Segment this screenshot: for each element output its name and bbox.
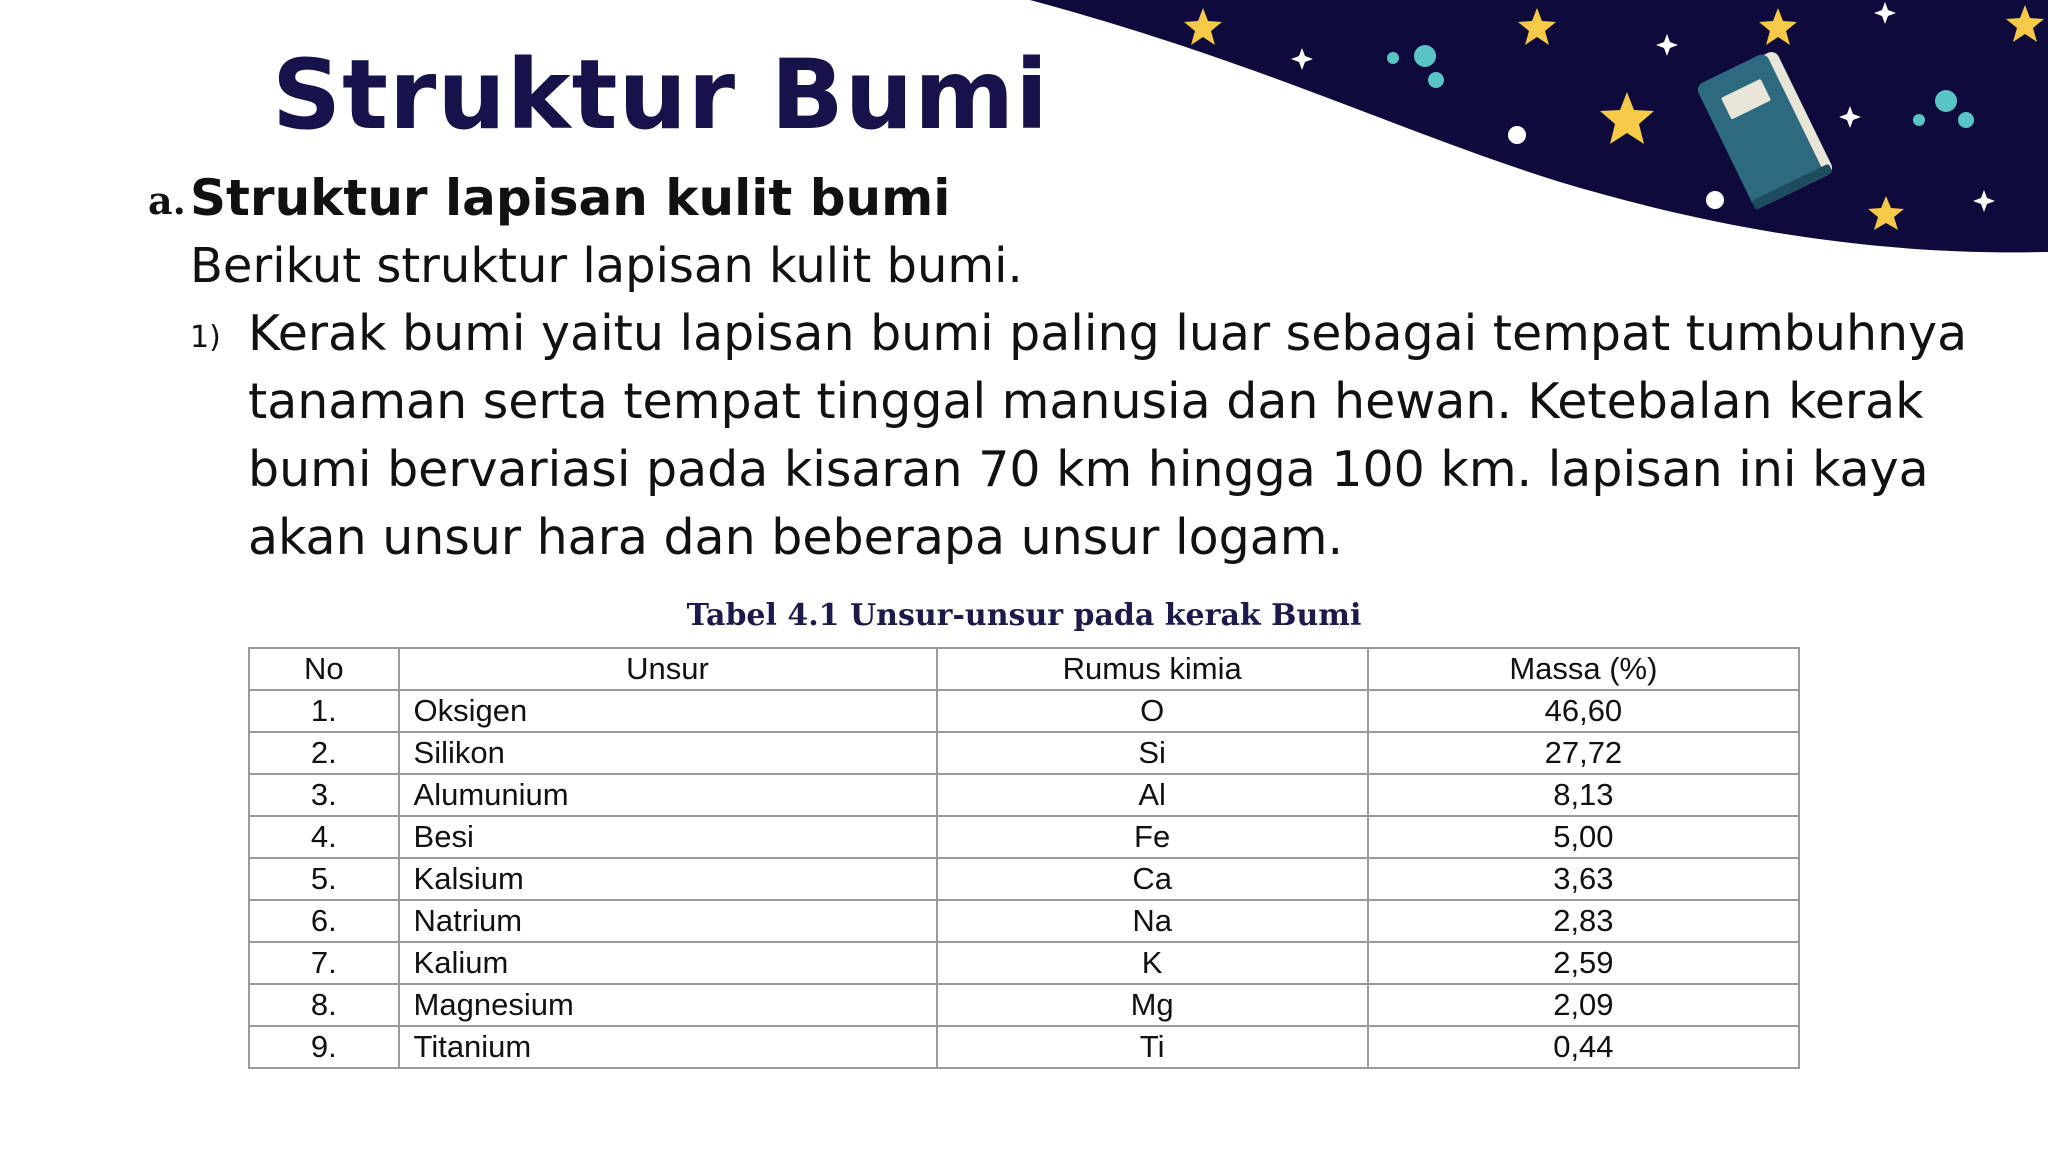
cell-massa: 2,83 xyxy=(1368,900,1799,942)
header-unsur: Unsur xyxy=(399,648,937,690)
section-heading: Struktur lapisan kulit bumi xyxy=(190,169,951,227)
cell-unsur: Kalium xyxy=(399,942,937,984)
cell-no: 5. xyxy=(249,858,399,900)
cell-rumus-kimia: Ca xyxy=(937,858,1368,900)
table-row xyxy=(249,732,1799,774)
header-massa: Massa (%) xyxy=(1368,648,1799,690)
cell-rumus-kimia: Al xyxy=(937,774,1368,816)
cell-rumus-kimia: O xyxy=(937,690,1368,732)
cell-unsur: Alumunium xyxy=(399,774,937,816)
cell-unsur: Kalsium xyxy=(399,858,937,900)
cell-no: 7. xyxy=(249,942,399,984)
cell-no: 9. xyxy=(249,1026,399,1068)
cell-massa: 2,59 xyxy=(1368,942,1799,984)
cell-unsur: Titanium xyxy=(399,1026,937,1068)
list-item-marker: 1) xyxy=(190,320,221,355)
table-row xyxy=(249,690,1799,732)
cell-no: 2. xyxy=(249,732,399,774)
table-row xyxy=(249,816,1799,858)
cell-massa: 5,00 xyxy=(1368,816,1799,858)
cell-massa: 46,60 xyxy=(1368,690,1799,732)
elements-table xyxy=(248,647,1800,1069)
cell-no: 8. xyxy=(249,984,399,1026)
list-item-text: Kerak bumi yaitu lapisan bumi paling luar sebagai tempat tumbuhnya tanaman serta tempat tinggal manusia dan hewan. Ketebalan kerak bumi bervariasi pada kisaran 70 km hingga 100 km. lapisan ini kaya akan unsur hara dan beberapa unsur logam. xyxy=(248,305,1968,566)
cell-massa: 3,63 xyxy=(1368,858,1799,900)
table-row xyxy=(249,942,1799,984)
cell-rumus-kimia: K xyxy=(937,942,1368,984)
cell-no: 1. xyxy=(249,690,399,732)
cell-rumus-kimia: Si xyxy=(937,732,1368,774)
cell-no: 6. xyxy=(249,900,399,942)
table-row xyxy=(249,774,1799,816)
table-row xyxy=(249,858,1799,900)
cell-massa: 0,44 xyxy=(1368,1026,1799,1068)
slide-title: Struktur Bumi xyxy=(272,39,1050,151)
cell-unsur: Magnesium xyxy=(399,984,937,1026)
cell-rumus-kimia: Fe xyxy=(937,816,1368,858)
cell-massa: 2,09 xyxy=(1368,984,1799,1026)
cell-no: 3. xyxy=(249,774,399,816)
cell-massa: 8,13 xyxy=(1368,774,1799,816)
cell-unsur: Besi xyxy=(399,816,937,858)
cell-rumus-kimia: Na xyxy=(937,900,1368,942)
table-row xyxy=(249,900,1799,942)
table-row xyxy=(249,984,1799,1026)
table-row xyxy=(249,1026,1799,1068)
cell-rumus-kimia: Ti xyxy=(937,1026,1368,1068)
table-caption: Tabel 4.1 Unsur-unsur pada kerak Bumi xyxy=(686,598,1362,633)
section-marker: a. xyxy=(148,178,186,223)
table-header-row xyxy=(249,648,1799,690)
cell-no: 4. xyxy=(249,816,399,858)
cell-rumus-kimia: Mg xyxy=(937,984,1368,1026)
cell-unsur: Oksigen xyxy=(399,690,937,732)
header-no: No xyxy=(249,648,399,690)
cell-unsur: Natrium xyxy=(399,900,937,942)
section-intro: Berikut struktur lapisan kulit bumi. xyxy=(190,238,1023,294)
cell-massa: 27,72 xyxy=(1368,732,1799,774)
header-rumus-kimia: Rumus kimia xyxy=(937,648,1368,690)
cell-unsur: Silikon xyxy=(399,732,937,774)
